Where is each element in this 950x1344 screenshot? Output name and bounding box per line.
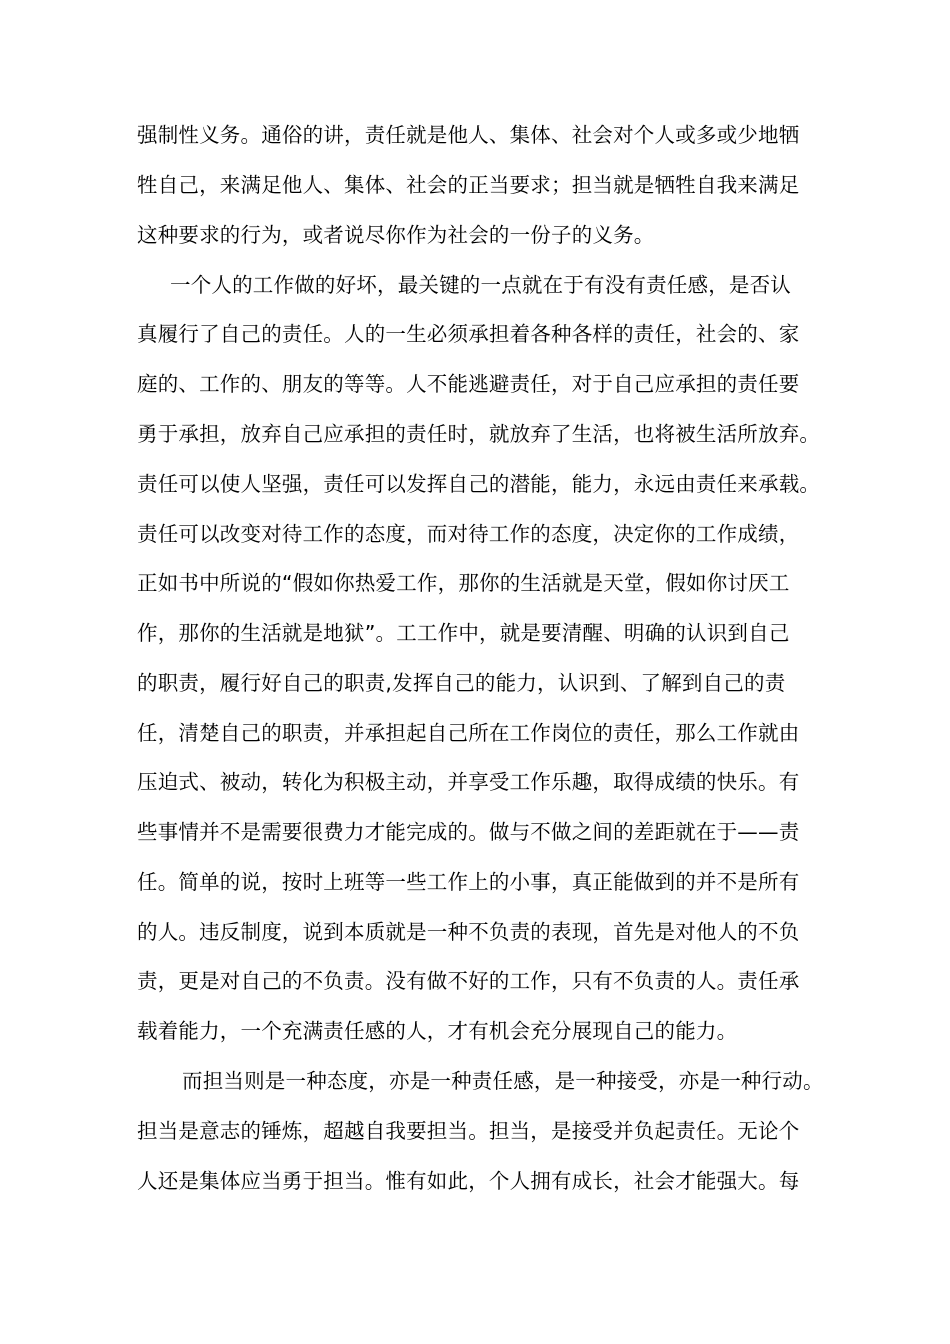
text-line: 责任可以使人坚强，责任可以发挥自己的潜能，能力，永远由责任来承载。: [137, 472, 821, 496]
text-line: 责，更是对自己的不负责。没有做不好的工作，只有不负责的人。责任承: [137, 969, 800, 993]
text-line: 的人。违反制度，说到本质就是一种不负责的表现，首先是对他人的不负: [137, 920, 800, 944]
text-line: 作，那你的生活就是地狱”。工工作中，就是要清醒、明确的认识到自己: [137, 621, 790, 645]
text-line: 些事情并不是需要很费力才能完成的。做与不做之间的差距就在于——责: [137, 820, 800, 844]
text-line: 强制性义务。通俗的讲，责任就是他人、集体、社会对个人或多或少地牺: [137, 123, 800, 147]
text-line: 勇于承担，放弃自己应承担的责任时，就放弃了生活，也将被生活所放弃。: [137, 422, 821, 446]
text-line: 这种要求的行为，或者说尽你作为社会的一份子的义务。: [137, 223, 655, 247]
text-line: 的职责，履行好自己的职责,发挥自己的能力，认识到、了解到自己的责: [137, 671, 786, 695]
text-line: 真履行了自己的责任。人的一生必须承担着各种各样的责任，社会的、家: [137, 322, 800, 346]
text-line: 压迫式、被动，转化为积极主动，并享受工作乐趣，取得成绩的快乐。有: [137, 770, 800, 794]
text-line: 任，清楚自己的职责，并承担起自己所在工作岗位的责任，那么工作就由: [137, 721, 800, 745]
text-line: 正如书中所说的“假如你热爱工作，那你的生活就是天堂，假如你讨厌工: [137, 571, 790, 595]
text-line: 担当是意志的锤炼，超越自我要担当。担当，是接受并负起责任。无论个: [137, 1119, 800, 1143]
text-line: 牲自己，来满足他人、集体、社会的正当要求；担当就是牺牲自我来满足: [137, 173, 800, 197]
paragraph-first-line: 而担当则是一种态度，亦是一种责任感，是一种接受，亦是一种行动。: [182, 1069, 824, 1093]
text-line: 人还是集体应当勇于担当。惟有如此，个人拥有成长，社会才能强大。每: [137, 1169, 800, 1193]
paragraph-first-line: 一个人的工作做的好坏，最关键的一点就在于有没有责任感，是否认: [170, 273, 791, 297]
text-line: 责任可以改变对待工作的态度，而对待工作的态度，决定你的工作成绩，: [137, 522, 800, 546]
text-line: 庭的、工作的、朋友的等等。人不能逃避责任，对于自己应承担的责任要: [137, 372, 800, 396]
text-line: 任。简单的说，按时上班等一些工作上的小事，真正能做到的并不是所有: [137, 870, 800, 894]
text-line: 载着能力，一个充满责任感的人，才有机会充分展现自己的能力。: [137, 1019, 738, 1043]
